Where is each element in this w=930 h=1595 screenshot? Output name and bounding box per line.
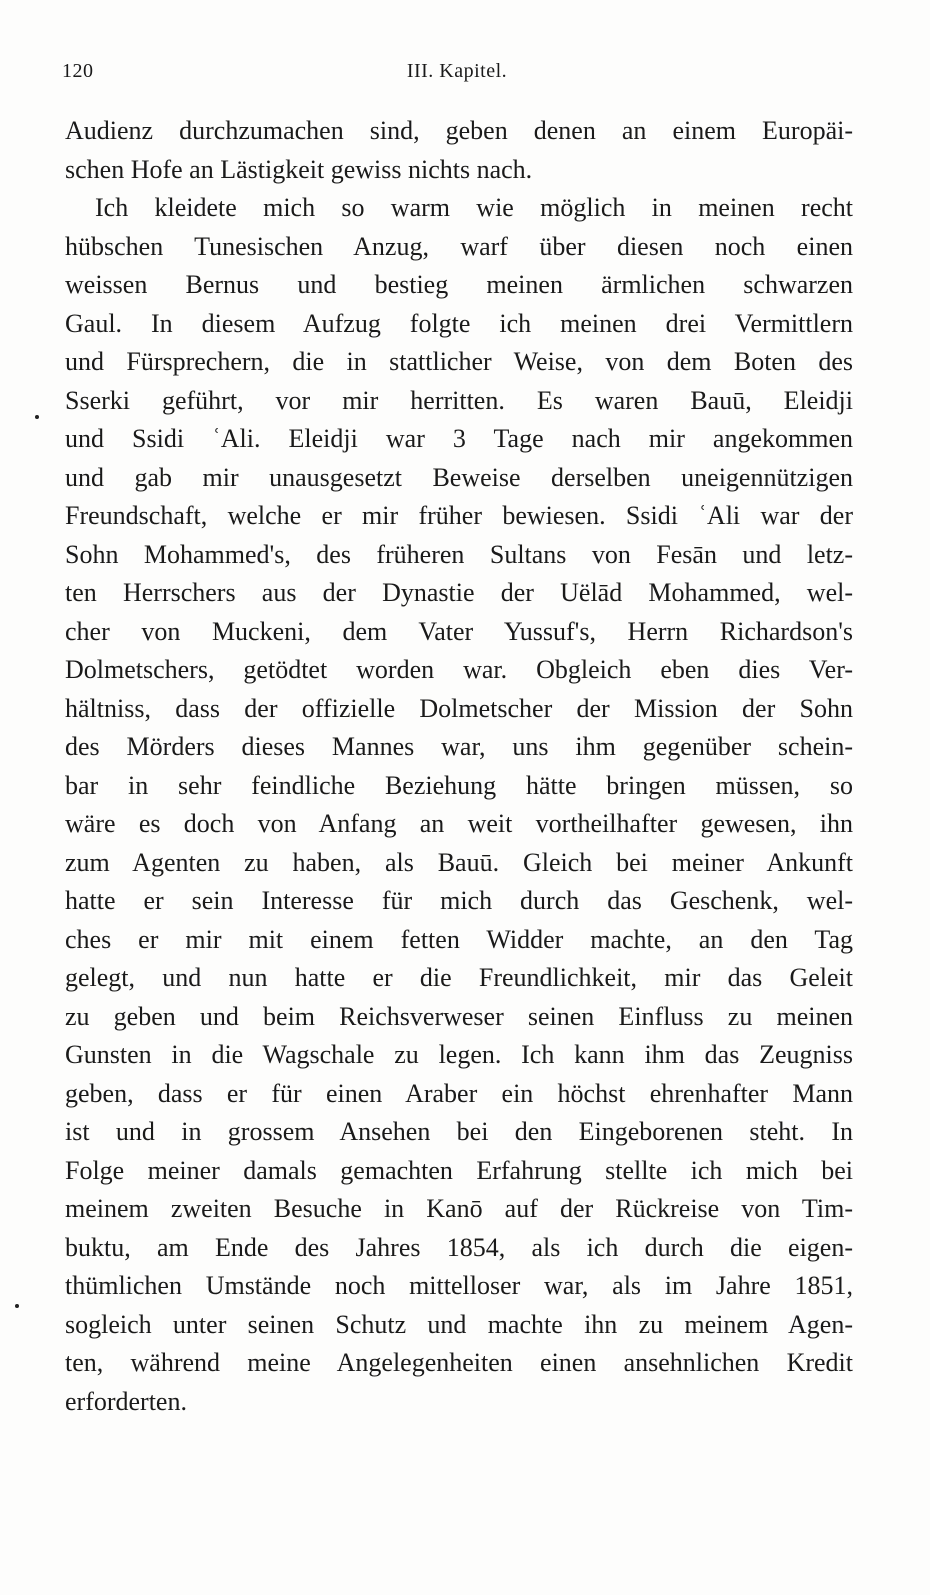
text-line: hältniss, dass der offizielle Dolmetscher der Mission der Sohn [65,693,853,723]
margin-mark [35,415,39,419]
text-line: bar in sehr feindliche Beziehung hätte bringen müssen, so [65,770,853,800]
text-line: Sserki geführt, vor mir herritten. Es waren Bauū, Eleidji [65,385,853,415]
chapter-title: III. Kapitel. [406,60,508,82]
text-line: erforderten. [65,1386,187,1416]
text-line: des Mörders dieses Mannes war, uns ihm gegenüber schein- [65,732,853,761]
text-line: Freundschaft, welche er mir früher bewiesen. Ssidi ʿAli war der [65,501,853,530]
running-head [62,60,852,90]
text-line: hatte er sein Interesse für mich durch das Geschenk, wel- [65,886,853,915]
text-line: weissen Bernus und bestieg meinen ärmlichen schwarzen [65,270,853,299]
text-line: Dolmetschers, getödtet worden war. Obgleich eben dies Ver- [65,655,853,684]
text-line: cher von Muckeni, dem Vater Yussuf's, Herrn Richardson's [65,616,853,646]
text-line: Audienz durchzumachen sind, geben denen an einem Europäi- [65,116,853,145]
body-text [65,112,853,1421]
text-line: Gunsten in die Wagschale zu legen. Ich kann ihm das Zeugniss [65,1040,853,1069]
text-line: meinem zweiten Besuche in Kanō auf der Rückreise von Tim- [65,1194,853,1223]
margin-mark [15,1304,19,1308]
text-line: und Ssidi ʿAli. Eleidji war 3 Tage nach mir angekommen [65,424,853,453]
text-line: Folge meiner damals gemachten Erfahrung stellte ich mich bei [65,1155,853,1185]
text-line: hübschen Tunesischen Anzug, warf über diesen noch einen [65,231,853,261]
text-line: Gaul. In diesem Aufzug folgte ich meinen drei Vermittlern [65,308,853,338]
text-line: und Fürsprechern, die in stattlicher Weise, von dem Boten des [65,347,853,376]
text-line: ten, während meine Angelegenheiten einen ansehnlichen Kredit [65,1348,853,1377]
text-line: wäre es doch von Anfang an weit vortheilhafter gewesen, ihn [65,809,853,838]
text-line: Sohn Mohammed's, des früheren Sultans von Fesān und letz- [65,539,853,569]
text-line: ches er mir mit einem fetten Widder machte, an den Tag [65,924,853,954]
text-line: buktu, am Ende des Jahres 1854, als ich durch die eigen- [65,1232,853,1262]
text-line: zum Agenten zu haben, als Bauū. Gleich bei meiner Ankunft [65,847,853,877]
text-line: zu geben und beim Reichsverweser seinen Einfluss zu meinen [65,1001,853,1031]
text-line: Ich kleidete mich so warm wie möglich in meinen recht [95,193,853,222]
text-line: gelegt, und nun hatte er die Freundlichkeit, mir das Geleit [65,963,853,992]
page-number: 120 [62,60,94,82]
text-line: ten Herrschers aus der Dynastie der Uëlād Mohammed, wel- [65,578,853,607]
text-line: schen Hofe an Lästigkeit gewiss nichts nach. [65,154,533,184]
text-line: geben, dass er für einen Araber ein höchst ehrenhafter Mann [65,1078,853,1108]
text-line: und gab mir unausgesetzt Beweise derselben uneigennützigen [65,462,853,492]
text-line: thümlichen Umstände noch mittelloser war, als im Jahre 1851, [65,1271,853,1300]
text-line: ist und in grossem Ansehen bei den Eingeborenen steht. In [65,1117,853,1146]
text-line: sogleich unter seinen Schutz und machte ihn zu meinem Agen- [65,1309,853,1339]
